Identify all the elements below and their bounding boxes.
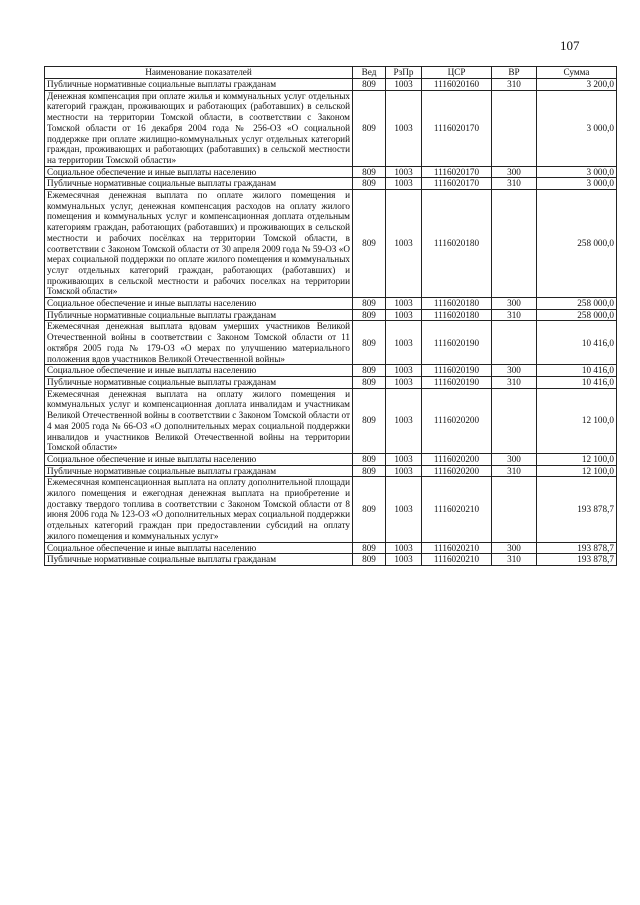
row-name: Ежемесячная денежная выплата по оплате жилого помещения и коммунальных услуг, денежная компенсация расходов на оплату жилого помещения и коммунальных услуг и компенсационная доплата отдельным категориям граждан, работающих (работавших) и проживающих в сельской местности и рабочих посёлках на территории Томской области, в соответствии с Законом Томской области от 30 апреля 2009 года № 59-ОЗ «О мерах социальной поддержки по оплате жилого помещения и коммунальных услуг отдельных категорий граждан, работающих (работавших) и проживающих в сельской местности и рабочих поселках на территории Томской области»: [45, 190, 353, 298]
table-row: [45, 365, 617, 377]
row-vr: 300: [492, 542, 537, 554]
row-vr: [492, 321, 537, 365]
row-sum: 10 416,0: [537, 365, 617, 377]
row-sum: 193 878,7: [537, 477, 617, 542]
row-name: Денежная компенсация при оплате жилья и коммунальных услуг отдельных категорий граждан, проживающих и работающих (работавших) в сельской местности на территории Томской области, в соответствии с Законом Томской области от 16 декабря 2004 года № 256-ОЗ «О социальной поддержке при оплате жилищно-коммунальных услуг отдельных категорий граждан, проживающих и работающих (работавших) в сельской местности на территории Томской области»: [45, 90, 353, 166]
row-rzpr: 1003: [386, 465, 422, 477]
header-csr: ЦСР: [422, 67, 492, 79]
row-rzpr: 1003: [386, 388, 422, 453]
row-rzpr: 1003: [386, 554, 422, 566]
row-csr: 1116020200: [422, 388, 492, 453]
table-row: [45, 376, 617, 388]
row-csr: 1116020180: [422, 298, 492, 310]
row-ved: 809: [353, 190, 386, 298]
row-csr: 1116020190: [422, 376, 492, 388]
row-ved: 809: [353, 90, 386, 166]
row-vr: 300: [492, 365, 537, 377]
row-name: Публичные нормативные социальные выплаты гражданам: [45, 554, 353, 566]
row-vr: 300: [492, 298, 537, 310]
row-name: Социальное обеспечение и иные выплаты населению: [45, 453, 353, 465]
header-sum: Сумма: [537, 67, 617, 79]
table-row: [45, 178, 617, 190]
row-csr: 1116020190: [422, 365, 492, 377]
row-name: Ежемесячная компенсационная выплата на оплату дополнительной площади жилого помещения и ежегодная денежная выплата на приобретение и доставку твердого топлива в соответствии с Законом Томской области от 8 июня 2006 года № 123-ОЗ «О дополнительных мерах социальной поддержки отдельных категорий граждан при предоставлении субсидий на оплату жилого помещения и коммунальных услуг»: [45, 477, 353, 542]
row-csr: 1116020160: [422, 79, 492, 91]
row-sum: 12 100,0: [537, 465, 617, 477]
budget-table: [44, 66, 617, 566]
row-csr: 1116020170: [422, 166, 492, 178]
row-rzpr: 1003: [386, 453, 422, 465]
row-rzpr: 1003: [386, 298, 422, 310]
row-vr: 310: [492, 554, 537, 566]
row-ved: 809: [353, 453, 386, 465]
row-ved: 809: [353, 321, 386, 365]
row-rzpr: 1003: [386, 90, 422, 166]
row-ved: 809: [353, 365, 386, 377]
table-header-row: [45, 67, 617, 79]
row-vr: 300: [492, 166, 537, 178]
row-ved: 809: [353, 166, 386, 178]
row-vr: 300: [492, 453, 537, 465]
row-rzpr: 1003: [386, 365, 422, 377]
row-rzpr: 1003: [386, 79, 422, 91]
table-row: [45, 190, 617, 298]
header-rzpr: РзПр: [386, 67, 422, 79]
table-row: [45, 321, 617, 365]
row-vr: [492, 190, 537, 298]
row-csr: 1116020190: [422, 321, 492, 365]
row-rzpr: 1003: [386, 477, 422, 542]
row-rzpr: 1003: [386, 166, 422, 178]
row-name: Публичные нормативные социальные выплаты гражданам: [45, 309, 353, 321]
row-ved: 809: [353, 388, 386, 453]
row-csr: 1116020210: [422, 542, 492, 554]
row-rzpr: 1003: [386, 309, 422, 321]
row-ved: 809: [353, 554, 386, 566]
row-ved: 809: [353, 178, 386, 190]
row-sum: 10 416,0: [537, 321, 617, 365]
row-sum: 3 200,0: [537, 79, 617, 91]
row-ved: 809: [353, 542, 386, 554]
row-vr: 310: [492, 465, 537, 477]
row-csr: 1116020200: [422, 453, 492, 465]
row-sum: 193 878,7: [537, 554, 617, 566]
row-name: Социальное обеспечение и иные выплаты населению: [45, 365, 353, 377]
row-vr: [492, 90, 537, 166]
row-sum: 3 000,0: [537, 166, 617, 178]
page-number: 107: [560, 38, 580, 53]
row-vr: [492, 388, 537, 453]
table-row: [45, 388, 617, 453]
row-vr: [492, 477, 537, 542]
row-rzpr: 1003: [386, 178, 422, 190]
row-vr: 310: [492, 178, 537, 190]
row-sum: 12 100,0: [537, 453, 617, 465]
row-rzpr: 1003: [386, 376, 422, 388]
row-rzpr: 1003: [386, 190, 422, 298]
header-vr: ВР: [492, 67, 537, 79]
row-csr: 1116020200: [422, 465, 492, 477]
row-name: Публичные нормативные социальные выплаты гражданам: [45, 178, 353, 190]
table-row: [45, 166, 617, 178]
row-ved: 809: [353, 465, 386, 477]
row-sum: 3 000,0: [537, 90, 617, 166]
row-name: Публичные нормативные социальные выплаты гражданам: [45, 376, 353, 388]
row-sum: 258 000,0: [537, 309, 617, 321]
row-csr: 1116020170: [422, 90, 492, 166]
row-name: Социальное обеспечение и иные выплаты населению: [45, 298, 353, 310]
row-name: Ежемесячная денежная выплата вдовам умерших участников Великой Отечественной войны в соответствии с Законом Томской области от 11 октября 2005 года № 179-ОЗ «О мерах по улучшению материального положения вдов участников Великой Отечественной войны»: [45, 321, 353, 365]
row-csr: 1116020210: [422, 554, 492, 566]
table-row: [45, 477, 617, 542]
row-name: Ежемесячная денежная выплата на оплату жилого помещения и коммунальных услуг и компенсационная доплата инвалидам и участникам Великой Отечественной войны в соответствии с Законом Томской области от 4 мая 2005 года № 66-ОЗ «О дополнительных мерах социальной поддержки инвалидов и участников Великой Отечественной войны на территории Томской области»: [45, 388, 353, 453]
row-csr: 1116020180: [422, 309, 492, 321]
row-csr: 1116020210: [422, 477, 492, 542]
row-rzpr: 1003: [386, 321, 422, 365]
header-name: Наименование показателей: [45, 67, 353, 79]
row-vr: 310: [492, 79, 537, 91]
table-row: [45, 298, 617, 310]
row-name: Публичные нормативные социальные выплаты гражданам: [45, 465, 353, 477]
row-name: Социальное обеспечение и иные выплаты населению: [45, 542, 353, 554]
table-row: [45, 79, 617, 91]
row-name: Публичные нормативные социальные выплаты гражданам: [45, 79, 353, 91]
header-ved: Вед: [353, 67, 386, 79]
row-sum: 193 878,7: [537, 542, 617, 554]
table-row: [45, 465, 617, 477]
table-row: [45, 90, 617, 166]
row-ved: 809: [353, 477, 386, 542]
row-sum: 258 000,0: [537, 190, 617, 298]
row-sum: 3 000,0: [537, 178, 617, 190]
row-csr: 1116020180: [422, 190, 492, 298]
row-ved: 809: [353, 309, 386, 321]
row-sum: 12 100,0: [537, 388, 617, 453]
row-sum: 10 416,0: [537, 376, 617, 388]
table-row: [45, 453, 617, 465]
row-csr: 1116020170: [422, 178, 492, 190]
row-ved: 809: [353, 79, 386, 91]
row-rzpr: 1003: [386, 542, 422, 554]
row-vr: 310: [492, 309, 537, 321]
table-row: [45, 542, 617, 554]
table-row: [45, 554, 617, 566]
row-name: Социальное обеспечение и иные выплаты населению: [45, 166, 353, 178]
row-ved: 809: [353, 376, 386, 388]
row-ved: 809: [353, 298, 386, 310]
row-sum: 258 000,0: [537, 298, 617, 310]
row-vr: 310: [492, 376, 537, 388]
table-row: [45, 309, 617, 321]
